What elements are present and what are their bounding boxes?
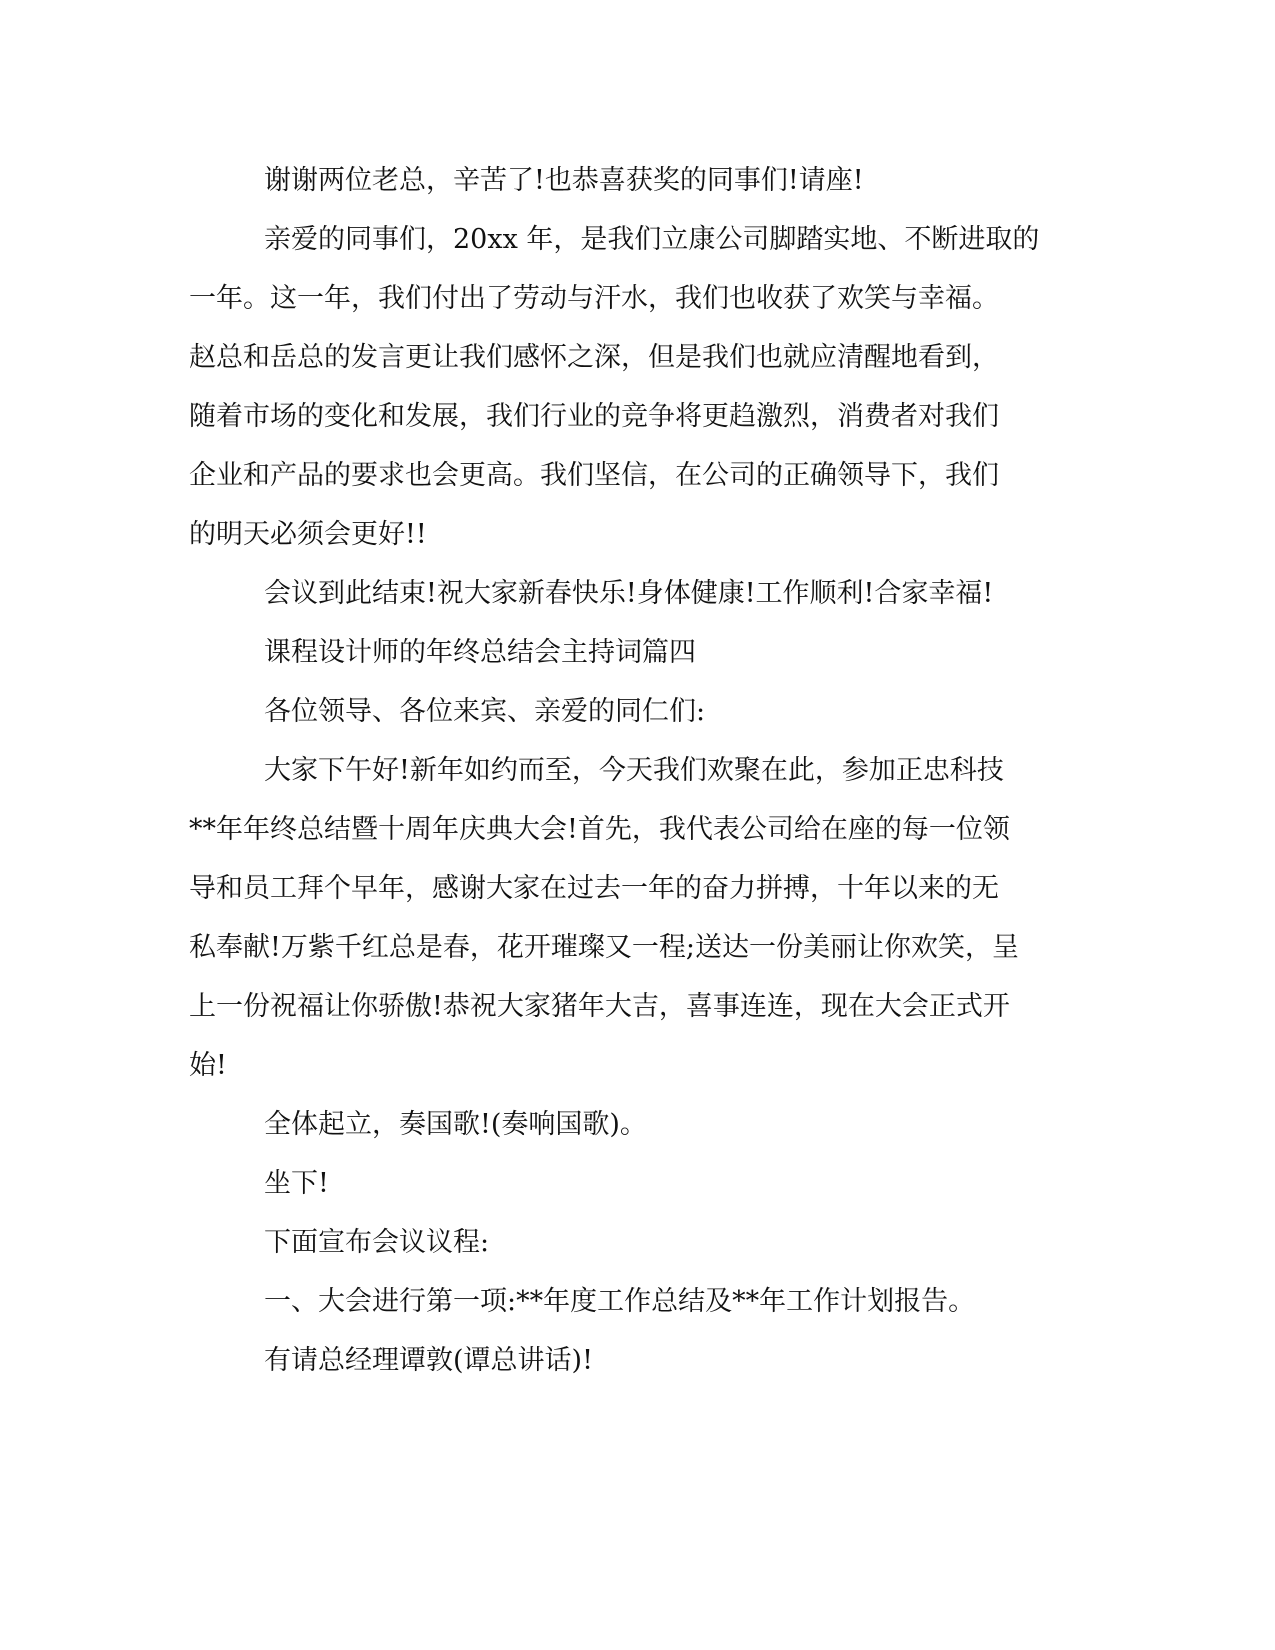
paragraph-colleagues-line-5: 企业和产品的要求也会更高。我们坚信，在公司的正确领导下，我们 (189, 460, 999, 491)
paragraph-greeting-line-2: **年年终总结暨十周年庆典大会!首先，我代表公司给在座的每一位领 (189, 814, 1010, 845)
paragraph-anthem: 全体起立，奏国歌!(奏响国歌)。 (264, 1109, 647, 1140)
paragraph-invite-speaker: 有请总经理谭敦(谭总讲话)! (264, 1345, 593, 1376)
paragraph-salutation: 各位领导、各位来宾、亲爱的同仁们: (264, 696, 706, 727)
paragraph-meeting-end: 会议到此结束!祝大家新春快乐!身体健康!工作顺利!合家幸福! (264, 578, 994, 609)
paragraph-agenda-intro: 下面宣布会议议程: (264, 1227, 490, 1258)
paragraph-colleagues-line-4: 随着市场的变化和发展，我们行业的竞争将更趋激烈，消费者对我们 (189, 401, 999, 432)
paragraph-greeting-line-3: 导和员工拜个早年，感谢大家在过去一年的奋力拼搏，十年以来的无 (189, 873, 999, 904)
paragraph-agenda-item-1: 一、大会进行第一项:**年度工作总结及**年工作计划报告。 (264, 1286, 976, 1317)
paragraph-greeting-line-4: 私奉献!万紫千红总是春，花开璀璨又一程;送达一份美丽让你欢笑，呈 (189, 932, 1019, 963)
paragraph-sit-down: 坐下! (264, 1168, 329, 1199)
paragraph-colleagues-line-6: 的明天必须会更好!! (189, 519, 427, 550)
paragraph-greeting-line-5: 上一份祝福让你骄傲!恭祝大家猪年大吉，喜事连连，现在大会正式开 (189, 991, 1010, 1022)
paragraph-colleagues-line-3: 赵总和岳总的发言更让我们感怀之深，但是我们也就应清醒地看到， (189, 342, 999, 373)
paragraph-colleagues-line-1: 亲爱的同事们，20xx 年，是我们立康公司脚踏实地、不断进取的 (264, 224, 1040, 255)
paragraph-greeting-line-1: 大家下午好!新年如约而至，今天我们欢聚在此，参加正忠科技 (264, 755, 1004, 786)
paragraph-colleagues-line-2: 一年。这一年，我们付出了劳动与汗水，我们也收获了欢笑与幸福。 (189, 283, 999, 314)
paragraph-thanks: 谢谢两位老总，辛苦了!也恭喜获奖的同事们!请座! (264, 165, 864, 196)
section-heading: 课程设计师的年终总结会主持词篇四 (264, 637, 696, 668)
paragraph-greeting-line-6: 始! (189, 1050, 227, 1081)
